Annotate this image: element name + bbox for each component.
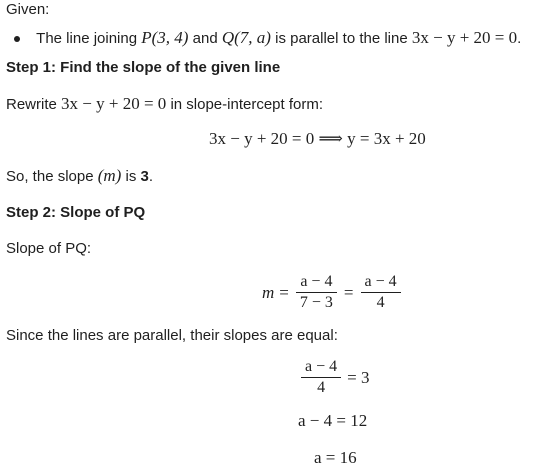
fraction-numerator: a − 4 [364, 273, 397, 290]
fraction-rise-over-run [296, 273, 337, 312]
slope-text-b: is [121, 168, 141, 185]
slope-pq-equation [262, 273, 403, 312]
fraction-slope-pq [301, 358, 341, 397]
given-bullet-item [14, 29, 521, 48]
slope-text-end: . [148, 168, 154, 185]
point-q: Q(7, a) [221, 28, 271, 47]
rewrite-equation: 3x − y + 20 = 0 [61, 94, 167, 113]
given-text-and: and [188, 30, 222, 47]
given-label: Given: [6, 1, 50, 18]
fraction-numerator: a − 4 [305, 358, 338, 375]
fraction-numerator: a − 4 [300, 273, 333, 290]
slopes-equal-equation [299, 358, 369, 397]
point-p: P(3, 4) [141, 28, 189, 47]
rewrite-text-a: Rewrite [6, 96, 62, 113]
equals-three: = 3 [347, 367, 370, 387]
step2-heading: Step 2: Slope of PQ [6, 204, 146, 221]
linear-equation: a − 4 = 12 [298, 411, 368, 430]
fraction-bar [301, 377, 341, 378]
slope-value: 3 [140, 168, 149, 185]
rewrite-line [6, 95, 323, 114]
equals-sign: = [343, 282, 354, 302]
fraction-bar [296, 292, 337, 293]
rewrite-text-b: in slope-intercept form: [166, 96, 324, 113]
fraction-simplified [361, 273, 401, 312]
slope-symbol: (m) [97, 166, 122, 185]
slope-text-a: So, the slope [6, 168, 98, 185]
parallel-statement: Since the lines are parallel, their slopes are equal: [6, 327, 338, 344]
final-answer: a = 16 [314, 448, 357, 467]
slope-m-symbol: m [262, 282, 275, 302]
fraction-denominator: 7 − 3 [299, 294, 333, 311]
slope-pq-intro: Slope of PQ: [6, 240, 92, 257]
slope-result-line [6, 167, 153, 186]
fraction-bar [361, 292, 401, 293]
bullet-dot [14, 36, 20, 42]
fraction-denominator: 4 [376, 294, 385, 311]
given-text-a: The line joining [36, 30, 142, 47]
fraction-denominator: 4 [317, 379, 326, 396]
given-text-end: . [517, 30, 522, 47]
given-line-equation: 3x − y + 20 = 0 [411, 28, 518, 47]
given-text-b: is parallel to the line [270, 30, 412, 47]
equals-sign: = [279, 282, 289, 302]
step1-heading: Step 1: Find the slope of the given line [6, 59, 281, 76]
slope-intercept-equation: 3x − y + 20 = 0 ⟹ y = 3x + 20 [209, 129, 426, 148]
